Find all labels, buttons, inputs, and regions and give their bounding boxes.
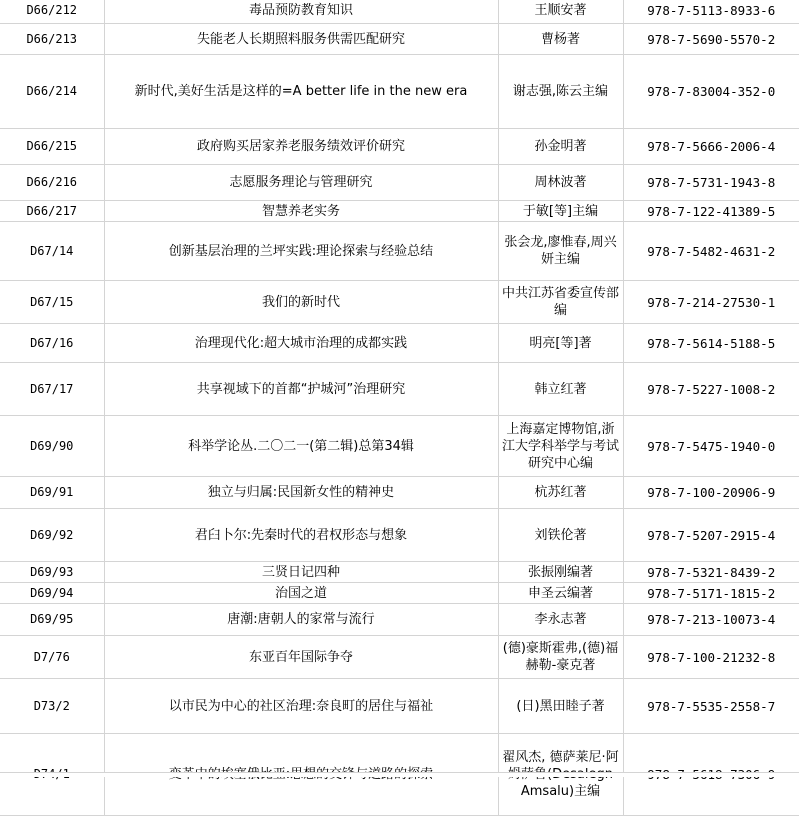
responsibility-cell[interactable]: 李永志著: [498, 604, 623, 636]
title-cell[interactable]: 共享视域下的首都“护城河”治理研究: [104, 363, 498, 416]
isbn-cell[interactable]: 978-7-5207-2915-4: [623, 509, 799, 562]
title-cell[interactable]: 东亚百年国际争夺: [104, 636, 498, 679]
isbn-cell[interactable]: 978-7-5475-1940-0: [623, 416, 799, 477]
responsibility-cell[interactable]: 明亮[等]著: [498, 324, 623, 363]
table-row: [0, 24, 799, 55]
isbn-cell[interactable]: 978-7-5614-5188-5: [623, 324, 799, 363]
responsibility-cell[interactable]: 上海嘉定博物馆,浙江大学科举学与考试研究中心编: [498, 416, 623, 477]
call-number-cell[interactable]: D67/15: [0, 281, 104, 324]
isbn-cell[interactable]: 978-7-5690-5570-2: [623, 24, 799, 55]
responsibility-cell[interactable]: 曹杨著: [498, 24, 623, 55]
responsibility-cell[interactable]: 中共江苏省委宣传部编: [498, 281, 623, 324]
call-number-cell[interactable]: D69/93: [0, 562, 104, 583]
table-row: [0, 165, 799, 201]
responsibility-cell[interactable]: 于敏[等]主编: [498, 201, 623, 222]
isbn-cell[interactable]: 978-7-213-10073-4: [623, 604, 799, 636]
table-row: [0, 129, 799, 165]
title-cell[interactable]: 失能老人长期照料服务供需匹配研究: [104, 24, 498, 55]
isbn-cell[interactable]: 978-7-5535-2558-7: [623, 679, 799, 734]
title-cell[interactable]: 志愿服务理论与管理研究: [104, 165, 498, 201]
call-number-cell[interactable]: D66/212: [0, 0, 104, 24]
responsibility-cell[interactable]: 刘铁伦著: [498, 509, 623, 562]
title-cell[interactable]: 创新基层治理的兰坪实践:理论探索与经验总结: [104, 222, 498, 281]
title-cell[interactable]: 智慧养老实务: [104, 201, 498, 222]
title-cell[interactable]: 新时代,美好生活是这样的=A better life in the new era: [104, 55, 498, 129]
isbn-cell[interactable]: 978-7-100-21232-8: [623, 636, 799, 679]
responsibility-cell[interactable]: 翟风杰, 德萨莱尼·阿 Amsalu)主编: [498, 734, 623, 816]
title-cell[interactable]: 君臼卜尔:先秦时代的君权形态与想象: [104, 509, 498, 562]
table-row: [0, 281, 799, 324]
call-number-cell[interactable]: D7/76: [0, 636, 104, 679]
responsibility-cell[interactable]: (德)豪斯霍弗,(德)福赫勒-豪克著: [498, 636, 623, 679]
call-number-cell[interactable]: D69/91: [0, 477, 104, 509]
table-row: [0, 583, 799, 604]
title-cell[interactable]: 治理现代化:超大城市治理的成都实践: [104, 324, 498, 363]
isbn-cell[interactable]: 978-7-122-41389-5: [623, 201, 799, 222]
table-row: [0, 604, 799, 636]
isbn-cell[interactable]: 978-7-214-27530-1: [623, 281, 799, 324]
title-cell[interactable]: 科举学论丛.二〇二一(第二辑)总第34辑: [104, 416, 498, 477]
isbn-cell[interactable]: 978-7-5113-8933-6: [623, 0, 799, 24]
table-row: [0, 477, 799, 509]
call-number-cell[interactable]: D67/17: [0, 363, 104, 416]
title-cell[interactable]: 毒品预防教育知识: [104, 0, 498, 24]
title-cell[interactable]: 唐潮:唐朝人的家常与流行: [104, 604, 498, 636]
isbn-cell[interactable]: 978-7-5171-1815-2: [623, 583, 799, 604]
table-row: [0, 55, 799, 129]
table-row: [0, 324, 799, 363]
responsibility-cell[interactable]: (日)黑田睦子著: [498, 679, 623, 734]
responsibility-cell[interactable]: 张振刚编著: [498, 562, 623, 583]
table-row: [0, 0, 799, 24]
responsibility-cell[interactable]: 谢志强,陈云主编: [498, 55, 623, 129]
responsibility-cell[interactable]: 周林波著: [498, 165, 623, 201]
call-number-cell[interactable]: D69/94: [0, 583, 104, 604]
call-number-cell[interactable]: D67/16: [0, 324, 104, 363]
call-number-cell[interactable]: D69/92: [0, 509, 104, 562]
call-number-cell[interactable]: D66/217: [0, 201, 104, 222]
responsibility-cell[interactable]: 申圣云编著: [498, 583, 623, 604]
table-row: [0, 222, 799, 281]
call-number-cell[interactable]: D73/2: [0, 679, 104, 734]
isbn-cell[interactable]: 978-7-5321-8439-2: [623, 562, 799, 583]
title-cell[interactable]: 我们的新时代: [104, 281, 498, 324]
call-number-cell[interactable]: D67/14: [0, 222, 104, 281]
title-cell[interactable]: 以市民为中心的社区治理:奈良町的居住与福祉: [104, 679, 498, 734]
table-row: [0, 636, 799, 679]
isbn-cell[interactable]: 978-7-5482-4631-2: [623, 222, 799, 281]
call-number-cell[interactable]: D66/215: [0, 129, 104, 165]
table-row: [0, 363, 799, 416]
responsibility-cell[interactable]: 韩立红著: [498, 363, 623, 416]
isbn-cell[interactable]: 978-7-5227-1008-2: [623, 363, 799, 416]
call-number-cell[interactable]: D69/95: [0, 604, 104, 636]
responsibility-cell[interactable]: 张会龙,廖惟春,周兴妍主编: [498, 222, 623, 281]
title-cell[interactable]: 独立与归属:民国新女性的精神史: [104, 477, 498, 509]
title-cell[interactable]: 政府购买居家养老服务绩效评价研究: [104, 129, 498, 165]
table-row: [0, 562, 799, 583]
isbn-cell[interactable]: 978-7-100-20906-9: [623, 477, 799, 509]
call-number-cell[interactable]: D69/90: [0, 416, 104, 477]
call-number-cell[interactable]: D66/213: [0, 24, 104, 55]
call-number-cell[interactable]: D66/216: [0, 165, 104, 201]
responsibility-cell[interactable]: 杭苏红著: [498, 477, 623, 509]
isbn-cell[interactable]: 978-7-83004-352-0: [623, 55, 799, 129]
title-cell[interactable]: 三贤日记四种: [104, 562, 498, 583]
responsibility-cell[interactable]: 王顺安著: [498, 0, 623, 24]
isbn-cell[interactable]: 978-7-5731-1943-8: [623, 165, 799, 201]
title-cell[interactable]: 治国之道: [104, 583, 498, 604]
table-row: [0, 201, 799, 222]
table-row: [0, 416, 799, 477]
isbn-cell[interactable]: 978-7-5666-2006-4: [623, 129, 799, 165]
responsibility-cell[interactable]: 孙金明著: [498, 129, 623, 165]
call-number-cell[interactable]: D66/214: [0, 55, 104, 129]
table-row: [0, 509, 799, 562]
table-row: [0, 679, 799, 734]
